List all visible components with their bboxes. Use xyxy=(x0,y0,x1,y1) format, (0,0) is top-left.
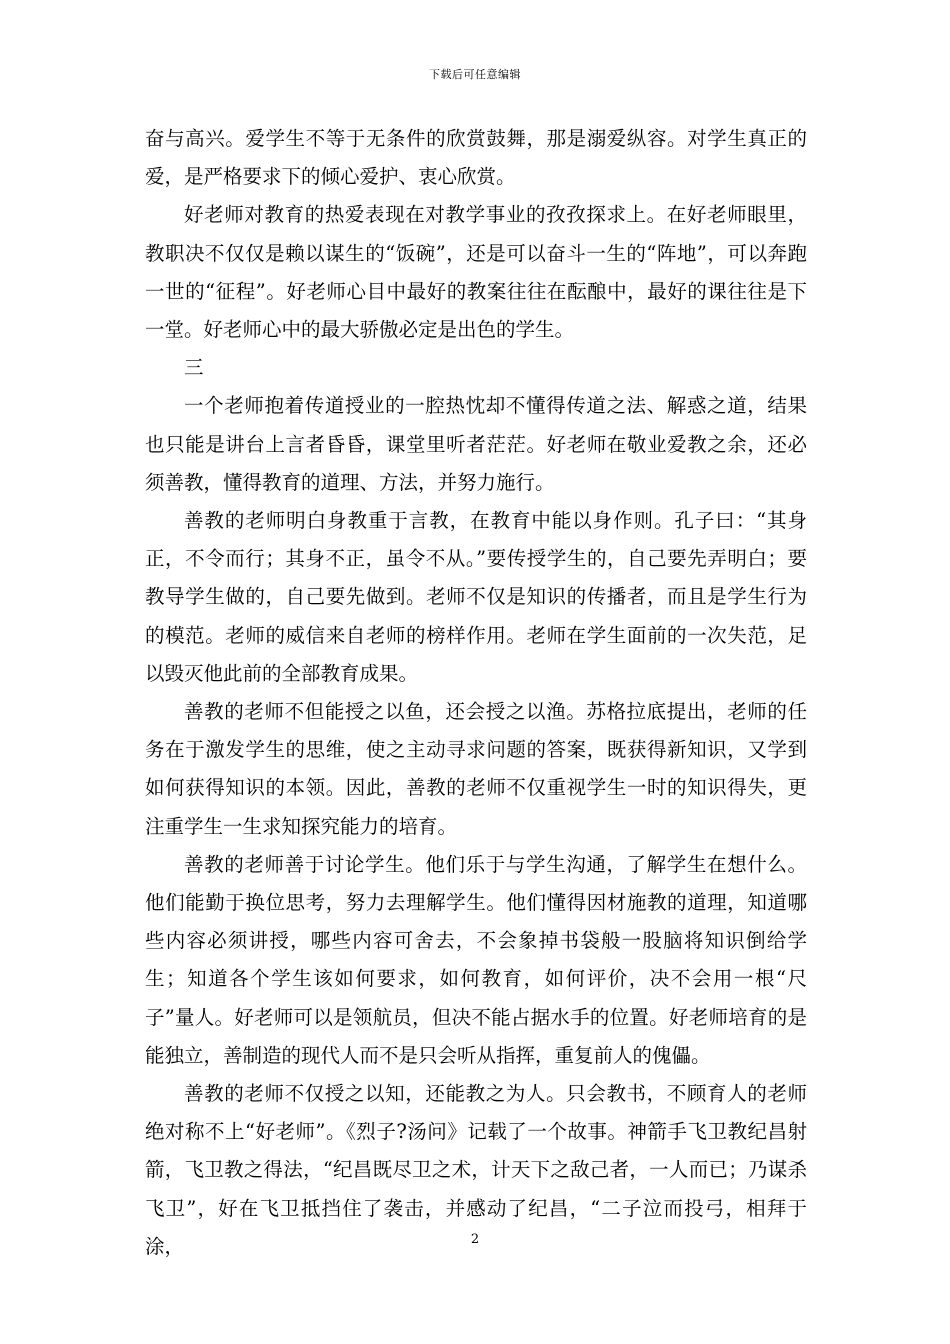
document-body xyxy=(145,120,807,1266)
paragraph: 善教的老师不但能授之以鱼，还会授之以渔。苏格拉底提出，老师的任务在于激发学生的思维，使之主动寻求问题的答案，既获得新知识，又学到如何获得知识的本领。因此，善教的老师不仅重视学生一时的知识得失，更注重学生一生求知探究能力的培育。 xyxy=(145,700,807,838)
paragraph: 善教的老师不仅授之以知，还能教之为人。只会教书，不顾育人的老师绝对称不上“好老师”。《烈子?汤问》记载了一个故事。神箭手飞卫教纪昌射箭，飞卫教之得法，“纪昌既尽卫之术，计天下之敌己者，一人而已；乃谋杀飞卫”，好在飞卫抵挡住了袭击，并感动了纪昌，“二子泣而投弓，相拜于涂， xyxy=(145,1082,807,1258)
section-heading: 三 xyxy=(184,356,204,380)
paragraph: 一个老师抱着传道授业的一腔热忱却不懂得传道之法、解惑之道，结果也只能是讲台上言者昏昏，课堂里听者茫茫。好老师在敬业爱教之余，还必须善教，懂得教育的道理、方法，并努力施行。 xyxy=(145,394,807,494)
paragraph: 好老师对教育的热爱表现在对教学事业的孜孜探求上。在好老师眼里，教职决不仅仅是赖以谋生的“饭碗”，还是可以奋斗一生的“阵地”，可以奔跑一世的“征程”。好老师心目中最好的教案往往在酝酿中，最好的课往往是下一堂。好老师心中的最大骄傲必定是出色的学生。 xyxy=(145,203,807,342)
paragraph: 善教的老师善于讨论学生。他们乐于与学生沟通，了解学生在想什么。他们能勤于换位思考，努力去理解学生。他们懂得因材施教的道理，知道哪些内容必须讲授，哪些内容可舍去，不会象掉书袋般一股脑将知识倒给学生；知道各个学生该如何要求，如何教育，如何评价，决不会用一根“尺子”量人。好老师可以是领航员，但决不能占据水手的位置。好老师培育的是能独立，善制造的现代人而不是只会听从指挥，重复前人的傀儡。 xyxy=(145,852,807,1067)
paragraph: 善教的老师明白身教重于言教，在教育中能以身作则。孔子曰：“其身正，不令而行；其身不正，虽令不从。”要传授学生的，自己要先弄明白；要教导学生做的，自己要先做到。老师不仅是知识的传播者，而且是学生行为的模范。老师的威信来自老师的榜样作用。老师在学生面前的一次失范，足以毁灭他此前的全部教育成果。 xyxy=(145,509,807,685)
page-number: 2 xyxy=(470,1232,480,1247)
paragraph: 奋与高兴。爱学生不等于无条件的欣赏鼓舞，那是溺爱纵容。对学生真正的爱，是严格要求下的倾心爱护、衷心欣赏。 xyxy=(145,127,807,189)
page-header: 下载后可任意编辑 xyxy=(429,68,521,81)
